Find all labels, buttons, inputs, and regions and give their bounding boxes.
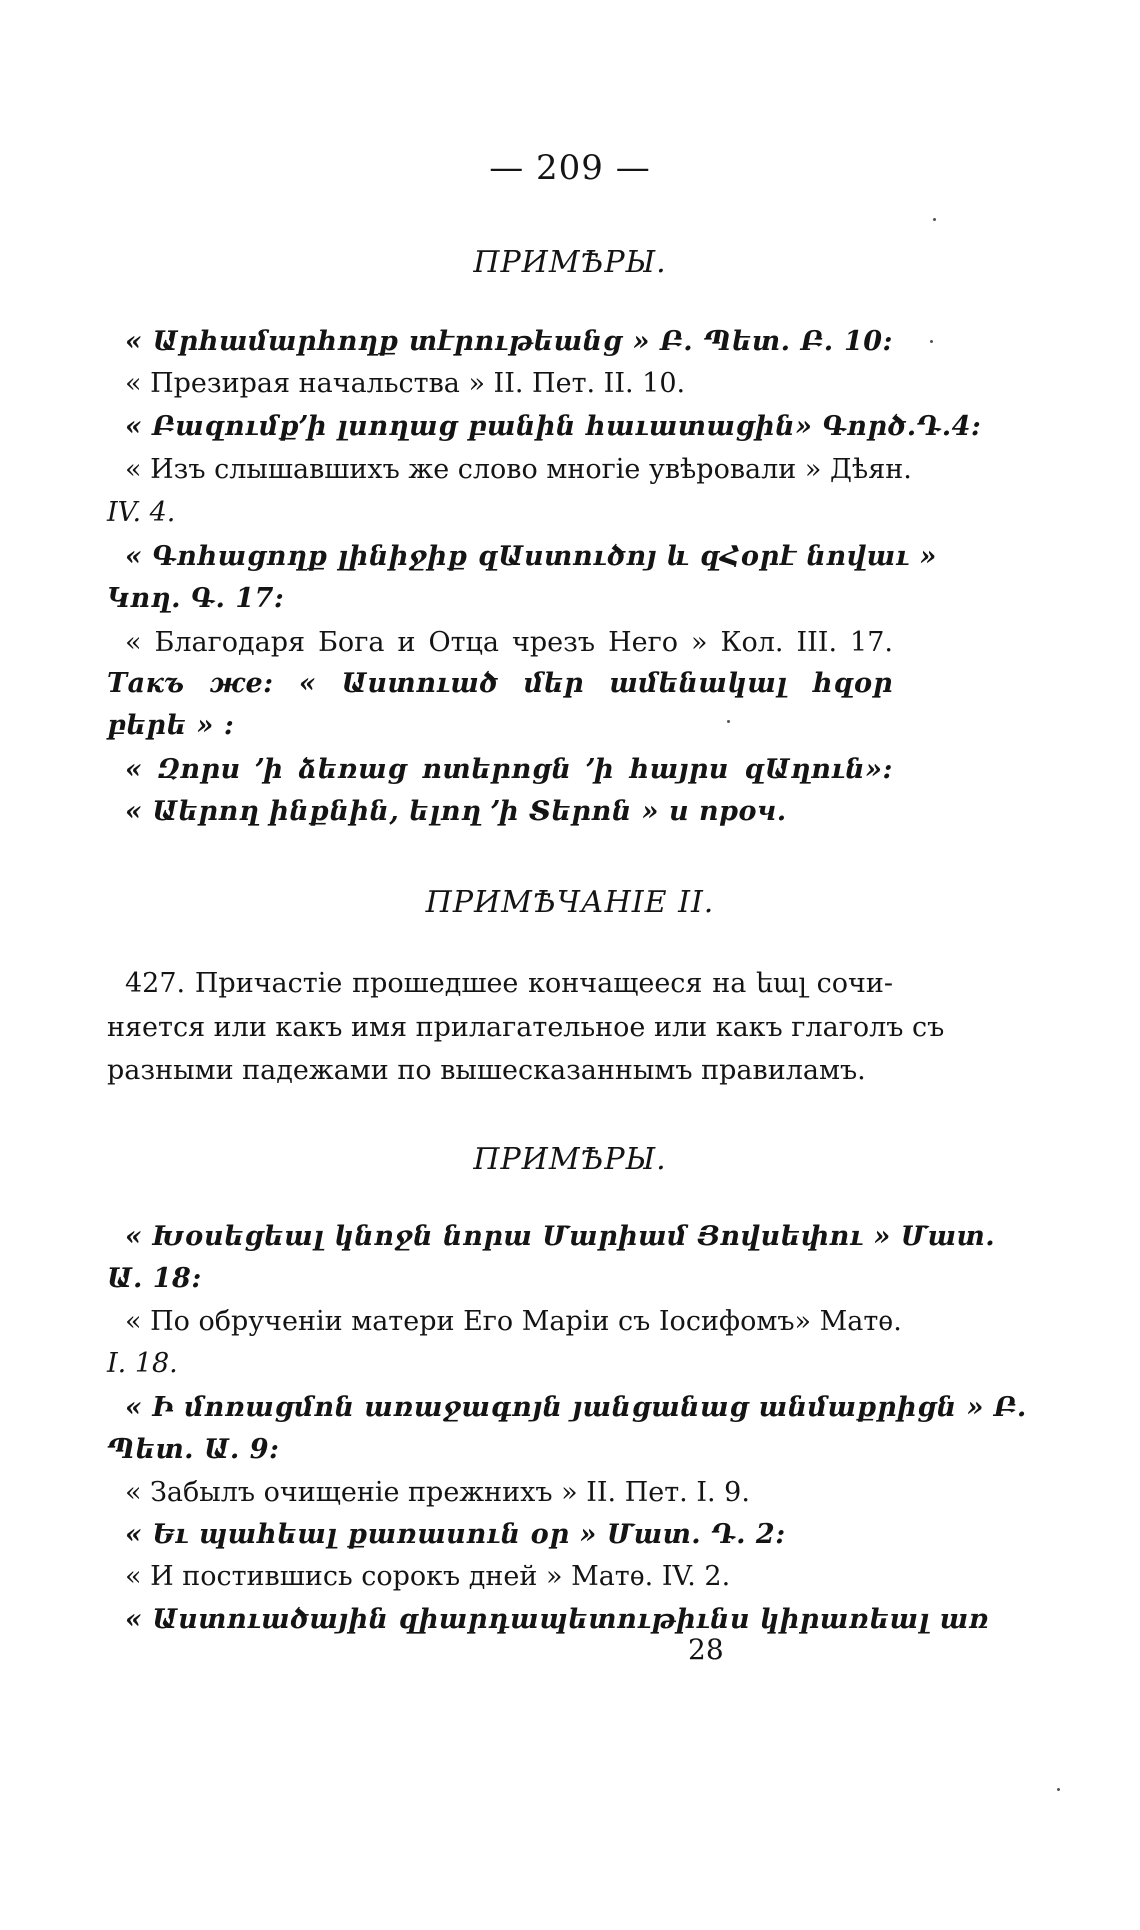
armenian-quote: « Եւ պահեալ քառասուն օր » Մատ. Դ. 2: [125,1519,786,1550]
russian-translation: « Забылъ очищеніе прежнихъ » II. Пет. I. 9. [125,1477,750,1508]
citation-continuation: բերե » : [107,710,235,741]
armenian-quote: « Աստուածային զիարդապետութիւնս կիրառեալ առ [125,1604,990,1635]
citation-continuation: I. 18. [107,1348,178,1379]
citation-continuation: Կող. Գ. 17: [107,583,285,614]
paper-speck [727,720,730,723]
citation-continuation: Պետ. Ա. 9: [107,1434,280,1465]
section-heading-examples: ПРИМѢРЫ. [473,1142,667,1177]
paragraph-line: 427. Причастіе прошедшее кончащееся на եալ сочи- [125,968,893,999]
russian-translation: « Изъ слышавшихъ же слово многіе увѣровали » Дѣян. [125,454,912,485]
paper-speck [933,218,936,221]
paragraph-line: няется или какъ имя прилагательное или какъ глаголъ съ [107,1012,945,1043]
russian-translation: « Презирая начальства » II. Пет. II. 10. [125,368,686,399]
armenian-quote: « Ի մոռացմոն առաջագոյն յանցանաց անմաքրիցն » Բ. [125,1392,1027,1423]
paragraph-line: разными падежами по вышесказаннымъ правиламъ. [107,1055,866,1086]
russian-translation: « По обрученіи матери Его Маріи съ Іосифомъ» Матѳ. [125,1306,902,1337]
armenian-quote: Такъ же: « Աստուած մեր ամենակալ հզօր [107,668,893,699]
armenian-quote: « Աերող ինքնին, ելող ՚ի Տերոն » и проч. [125,796,787,827]
armenian-quote: « Բազումք՚ի լսողաց բանին հաւատացին» Գործ.Դ.4: [125,411,982,442]
section-heading-note: ПРИМѢЧАНІЕ II. [425,885,715,920]
armenian-quote: « Գոհացողք լինիջիք զԱստուծոյ և զՀօրէ նովաւ » [125,541,937,572]
signature-mark: 28 [688,1633,724,1666]
paper-speck [930,340,933,343]
armenian-quote: « Խօսեցեալ կնոջն նորա Մարիամ Յովսեփու » Մատ. [125,1221,996,1252]
citation-continuation: Ա. 18: [107,1263,202,1294]
section-heading-examples: ПРИМѢРЫ. [473,245,667,280]
russian-translation: « Благодаря Бога и Отца чрезъ Него » Кол. III. 17. [125,627,893,658]
paper-speck [1057,1788,1060,1791]
page-number: — 209 — [489,148,651,188]
armenian-quote: « Զորս ՚ի ձեռաց ոտերոցն ՚ի հայրս զԱղուն»: [125,754,893,785]
russian-translation: « И постившись сорокъ дней » Матѳ. IV. 2. [125,1561,731,1592]
armenian-quote: « Արհամարհողք տէրութեանց » Բ. Պետ. Բ. 10: [125,326,893,357]
citation-continuation: IV. 4. [107,497,176,528]
